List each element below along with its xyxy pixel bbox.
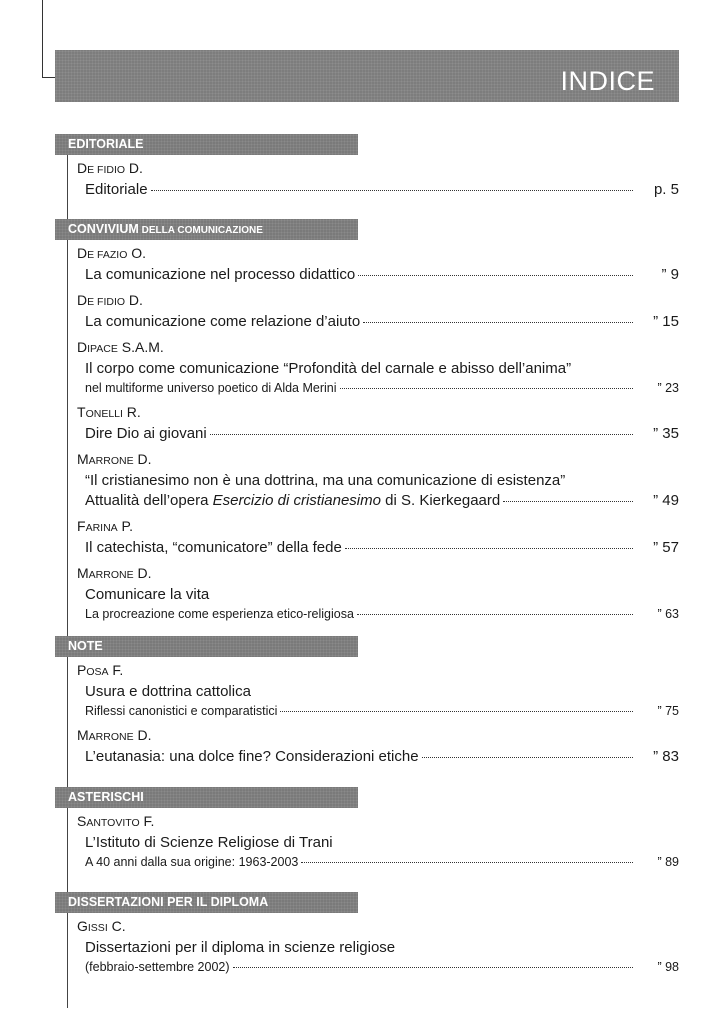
toc-entry (77, 403, 679, 444)
dot-leader (301, 861, 633, 863)
author-rest: D. (125, 292, 143, 308)
entry-author (77, 917, 679, 938)
author-smallcaps: ARINA (85, 522, 118, 534)
section-entries (55, 155, 679, 200)
entry-title: Il corpo come comunicazione “Profondità del carnale e abisso dell’anima” (85, 360, 572, 377)
author-rest: F. (139, 813, 155, 829)
entry-title-line[interactable] (77, 180, 679, 200)
section-rule (67, 808, 68, 893)
section-heading (55, 134, 358, 155)
page-number: ” 57 (653, 539, 679, 556)
entry-author (77, 564, 679, 585)
section-heading-main: ASTERISCHI (68, 790, 144, 804)
entry-title: Comunicare la vita (85, 586, 210, 603)
section-heading (55, 892, 358, 913)
entry-title: “Il cristianesimo non è una dottrina, ma una comunicazione di esistenza” (85, 472, 566, 489)
entry-author (77, 244, 679, 265)
section-rule (67, 657, 68, 797)
toc-section (55, 219, 679, 629)
author-rest: D. (133, 727, 152, 743)
entry-title-line[interactable] (77, 605, 679, 623)
toc-entry (77, 812, 679, 871)
dot-leader (340, 387, 633, 389)
entry-author (77, 450, 679, 471)
entry-title: Attualità dell’opera Esercizio di cristianesimo di S. Kierkegaard (85, 492, 501, 509)
entry-title: La comunicazione come relazione d’aiuto (85, 313, 361, 330)
entry-title: Riflessi canonistici e comparatistici (85, 704, 278, 718)
crop-mark-horizontal (42, 77, 56, 78)
page-number: ” 23 (657, 381, 679, 395)
dot-leader (357, 613, 633, 615)
author-rest: D. (133, 451, 152, 467)
toc-section (55, 892, 679, 982)
author-initial: D (77, 292, 88, 308)
section-entries (55, 657, 679, 767)
page-number: ” 63 (657, 607, 679, 621)
dot-leader (503, 500, 633, 502)
toc-entry (77, 917, 679, 976)
entry-title: Dire Dio ai giovani (85, 425, 207, 442)
author-smallcaps: ANTOVITO (86, 817, 140, 829)
toc-entry (77, 661, 679, 720)
entry-author (77, 159, 679, 180)
section-heading (55, 219, 358, 240)
dot-leader (363, 321, 633, 323)
entry-title: (febbraio-settembre 2002) (85, 960, 230, 974)
page-number: ” 15 (653, 313, 679, 330)
entry-title: L’Istituto di Scienze Religiose di Trani (85, 834, 333, 851)
section-heading-main: EDITORIALE (68, 137, 144, 151)
author-rest: C. (107, 918, 126, 934)
author-smallcaps: E FIDIO (87, 164, 126, 176)
author-smallcaps: ONELLI (85, 408, 123, 420)
author-initial: S (77, 813, 87, 829)
dot-leader (233, 966, 633, 968)
toc-entry (77, 338, 679, 397)
entry-title: nel multiforme universo poetico di Alda Merini (85, 381, 337, 395)
entry-title-line[interactable] (77, 424, 679, 444)
entry-title-line[interactable] (77, 585, 679, 605)
toc-entry (77, 517, 679, 558)
section-heading-sub: DELLA COMUNICAZIONE (138, 225, 263, 236)
section-rule (67, 155, 68, 221)
section-heading-main: DISSERTAZIONI PER IL DIPLOMA (68, 895, 269, 909)
entry-title-line[interactable] (77, 682, 679, 702)
entry-title-line[interactable] (77, 491, 679, 511)
entry-title: Il catechista, “comunicatore” della fede (85, 539, 342, 556)
author-smallcaps: ARRONE (88, 569, 134, 581)
toc-section (55, 787, 679, 877)
author-initial: F (77, 518, 86, 534)
dot-leader (422, 756, 633, 758)
entry-author (77, 403, 679, 424)
entry-title: Dissertazioni per il diploma in scienze religiose (85, 939, 396, 956)
author-smallcaps: ISSI (87, 922, 108, 934)
section-heading (55, 636, 358, 657)
author-initial: M (77, 727, 89, 743)
page-number: p. 5 (653, 181, 679, 198)
page-number: ” 83 (653, 748, 679, 765)
toc-section (55, 134, 679, 206)
dot-leader (345, 547, 633, 549)
entry-title-line[interactable] (77, 265, 679, 285)
entry-title: La comunicazione nel processo didattico (85, 266, 356, 283)
entry-title: L’eutanasia: una dolce fine? Considerazioni etiche (85, 748, 419, 765)
author-initial: G (77, 918, 88, 934)
entry-title: La procreazione come esperienza etico-religiosa (85, 607, 354, 621)
section-rule (67, 240, 68, 638)
page-number: ” 49 (653, 492, 679, 509)
author-initial: D (77, 339, 88, 355)
author-smallcaps: IPACE (87, 343, 118, 355)
entry-title-line[interactable] (77, 833, 679, 853)
toc-entry (77, 726, 679, 767)
author-smallcaps: ARRONE (88, 731, 134, 743)
author-initial: T (77, 404, 86, 420)
author-rest: D. (125, 160, 143, 176)
toc-entry (77, 159, 679, 200)
author-rest: F. (108, 662, 124, 678)
page-number: ” 9 (661, 266, 679, 283)
entry-author (77, 726, 679, 747)
author-rest: R. (122, 404, 141, 420)
entry-title-line[interactable] (77, 379, 679, 397)
author-smallcaps: E FAZIO (87, 249, 128, 261)
dot-leader (151, 189, 633, 191)
author-rest: O. (127, 245, 147, 261)
entry-title: A 40 anni dalla sua origine: 1963-2003 (85, 855, 299, 869)
toc-entry (77, 291, 679, 332)
entry-title-line[interactable] (77, 747, 679, 767)
entry-author (77, 812, 679, 833)
section-entries (55, 808, 679, 871)
entry-title-line[interactable] (77, 312, 679, 332)
section-heading (55, 787, 358, 808)
dot-leader (358, 274, 633, 276)
author-initial: D (77, 160, 88, 176)
page-number: ” 98 (657, 960, 679, 974)
entry-author (77, 291, 679, 312)
entry-title-line[interactable] (77, 938, 679, 958)
entry-author (77, 338, 679, 359)
entry-title-line[interactable] (77, 538, 679, 558)
author-rest: S.A.M. (117, 339, 164, 355)
toc-entry (77, 244, 679, 285)
entry-title-line[interactable] (77, 471, 679, 491)
entry-title: Editoriale (85, 181, 148, 198)
author-smallcaps: ARRONE (88, 455, 134, 467)
entry-title-line[interactable] (77, 853, 679, 871)
section-rule (67, 913, 68, 1008)
entry-title-line[interactable] (77, 702, 679, 720)
author-rest: D. (133, 565, 152, 581)
author-initial: M (77, 451, 89, 467)
page-number: ” 75 (657, 704, 679, 718)
entry-author (77, 661, 679, 682)
page-title: INDICE (560, 66, 655, 96)
author-rest: P. (117, 518, 133, 534)
index-header-band (55, 50, 679, 102)
dot-leader (280, 710, 633, 712)
page-number: ” 89 (657, 855, 679, 869)
section-heading-main: CONVIVIUM (68, 222, 139, 236)
book-title: Esercizio di cristianesimo (212, 492, 381, 509)
page-number: ” 35 (653, 425, 679, 442)
author-initial: P (77, 662, 87, 678)
section-entries (55, 913, 679, 976)
author-smallcaps: OSA (86, 666, 109, 678)
crop-mark-vertical (42, 0, 43, 78)
toc-section (55, 636, 679, 773)
entry-title-line[interactable] (77, 958, 679, 976)
entry-author (77, 517, 679, 538)
author-initial: D (77, 245, 88, 261)
entry-title-line[interactable] (77, 359, 679, 379)
toc-entry (77, 564, 679, 623)
toc-entry (77, 450, 679, 511)
section-heading-main: NOTE (68, 639, 103, 653)
author-initial: M (77, 565, 89, 581)
entry-title: Usura e dottrina cattolica (85, 683, 251, 700)
dot-leader (210, 433, 633, 435)
section-entries (55, 240, 679, 623)
author-smallcaps: E FIDIO (87, 296, 126, 308)
